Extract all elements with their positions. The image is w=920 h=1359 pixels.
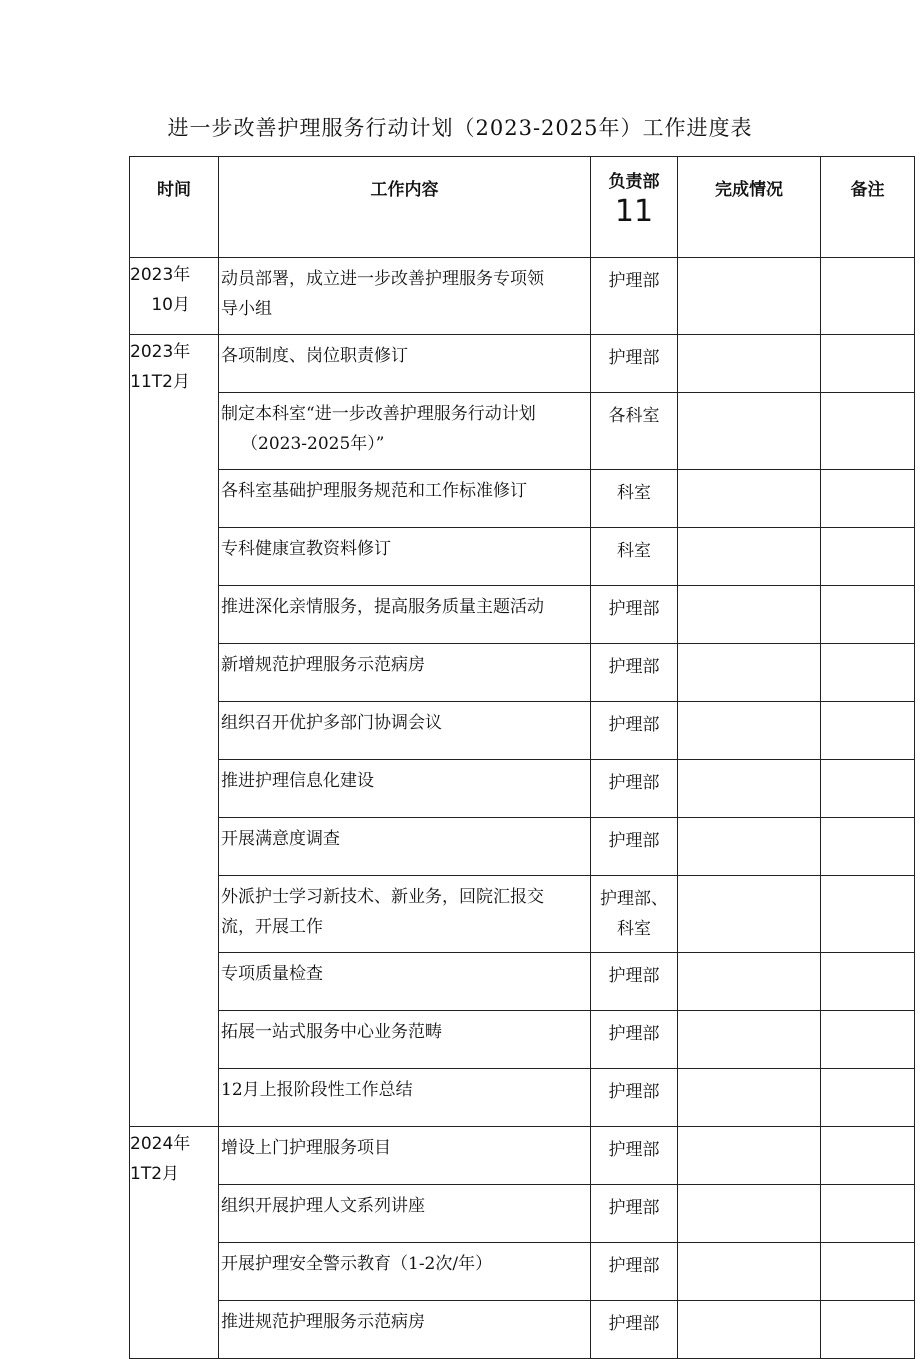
remark-cell xyxy=(821,393,915,470)
table-row xyxy=(130,644,915,702)
table-row xyxy=(130,1243,915,1301)
dept-cell xyxy=(591,1069,678,1127)
status-cell xyxy=(678,1243,821,1301)
remark-cell xyxy=(821,1243,915,1301)
dept-line1: 各科室 xyxy=(608,406,660,426)
dept-cell xyxy=(591,953,678,1011)
remark-cell xyxy=(821,1185,915,1243)
dept-cell xyxy=(591,1011,678,1069)
remark-cell xyxy=(821,1301,915,1359)
time-cell xyxy=(130,1127,219,1359)
content-line1: 专项质量检查 xyxy=(221,964,323,984)
status-cell xyxy=(678,644,821,702)
time-line1: 2023年 xyxy=(130,342,191,362)
dept-cell xyxy=(591,528,678,586)
table-row xyxy=(130,1069,915,1127)
table-row xyxy=(130,818,915,876)
table-row xyxy=(130,470,915,528)
remark-cell xyxy=(821,876,915,953)
status-cell xyxy=(678,876,821,953)
dept-line1: 护理部 xyxy=(608,1024,660,1044)
dept-cell xyxy=(591,876,678,953)
content-cell xyxy=(219,644,591,702)
time-line1: 2024年 xyxy=(130,1134,191,1154)
status-cell xyxy=(678,470,821,528)
status-cell xyxy=(678,1011,821,1069)
remark-cell xyxy=(821,528,915,586)
dept-cell xyxy=(591,470,678,528)
content-cell xyxy=(219,702,591,760)
table-row xyxy=(130,1127,915,1185)
dept-cell xyxy=(591,760,678,818)
content-line1: 外派护士学习新技术、新业务，回院汇报交 xyxy=(221,887,544,907)
table-row xyxy=(130,760,915,818)
content-cell xyxy=(219,335,591,393)
content-line1: 推进深化亲情服务，提高服务质量主题活动 xyxy=(221,597,544,617)
remark-cell xyxy=(821,1127,915,1185)
dept-line1: 科室 xyxy=(617,541,651,561)
dept-cell xyxy=(591,1185,678,1243)
table-row xyxy=(130,953,915,1011)
remark-cell xyxy=(821,586,915,644)
header-dept-line1: 负责部 xyxy=(608,172,660,192)
status-cell xyxy=(678,1127,821,1185)
content-cell xyxy=(219,760,591,818)
table-row xyxy=(130,393,915,470)
dept-cell xyxy=(591,335,678,393)
time-cell xyxy=(130,258,219,335)
content-cell xyxy=(219,1069,591,1127)
content-cell xyxy=(219,393,591,470)
dept-line1: 护理部 xyxy=(608,1082,660,1102)
content-cell xyxy=(219,470,591,528)
status-cell xyxy=(678,702,821,760)
dept-cell xyxy=(591,586,678,644)
content-line2: 流，开展工作 xyxy=(221,917,323,937)
content-line1: 专科健康宣教资料修订 xyxy=(221,539,391,559)
content-line1: 动员部署，成立进一步改善护理服务专项领 xyxy=(221,269,544,289)
table-row xyxy=(130,586,915,644)
dept-line1: 护理部 xyxy=(608,271,660,291)
remark-cell xyxy=(821,818,915,876)
time-line2: 10月 xyxy=(151,295,190,315)
content-cell xyxy=(219,586,591,644)
table-row xyxy=(130,1301,915,1359)
remark-cell xyxy=(821,335,915,393)
content-line1: 增设上门护理服务项目 xyxy=(221,1138,391,1158)
table-row xyxy=(130,335,915,393)
header-remark: 备注 xyxy=(821,157,915,258)
dept-line1: 护理部 xyxy=(608,715,660,735)
table-row xyxy=(130,876,915,953)
remark-cell xyxy=(821,644,915,702)
document-title: 进一步改善护理服务行动计划（2023-2025年）工作进度表 xyxy=(167,116,753,140)
progress-table xyxy=(129,156,915,1359)
dept-cell xyxy=(591,258,678,335)
dept-line1: 护理部 xyxy=(608,1140,660,1160)
header-status: 完成情况 xyxy=(678,157,821,258)
status-cell xyxy=(678,1185,821,1243)
content-line1: 新增规范护理服务示范病房 xyxy=(221,655,425,675)
dept-cell xyxy=(591,644,678,702)
dept-line1: 护理部 xyxy=(608,1256,660,1276)
content-line1: 各项制度、岗位职责修订 xyxy=(221,346,408,366)
dept-cell xyxy=(591,818,678,876)
remark-cell xyxy=(821,702,915,760)
dept-line1: 护理部 xyxy=(608,599,660,619)
dept-cell xyxy=(591,702,678,760)
content-line1: 各科室基础护理服务规范和工作标准修订 xyxy=(221,481,527,501)
status-cell xyxy=(678,528,821,586)
time-line1: 2023年 xyxy=(130,265,191,285)
status-cell xyxy=(678,1069,821,1127)
status-cell xyxy=(678,335,821,393)
header-dept xyxy=(591,157,678,258)
content-cell xyxy=(219,1011,591,1069)
dept-line1: 护理部、 xyxy=(600,889,668,909)
table-row xyxy=(130,258,915,335)
content-cell xyxy=(219,258,591,335)
status-cell xyxy=(678,258,821,335)
remark-cell xyxy=(821,953,915,1011)
table-row xyxy=(130,1011,915,1069)
content-line1: 制定本科室“进一步改善护理服务行动计划 xyxy=(221,404,536,424)
content-line1: 开展护理安全警示教育（1-2次/年） xyxy=(221,1254,493,1274)
remark-cell xyxy=(821,1011,915,1069)
status-cell xyxy=(678,953,821,1011)
dept-line1: 护理部 xyxy=(608,348,660,368)
content-line1: 推进规范护理服务示范病房 xyxy=(221,1312,425,1332)
content-cell xyxy=(219,1127,591,1185)
dept-cell xyxy=(591,393,678,470)
dept-line1: 护理部 xyxy=(608,1314,660,1334)
header-content: 工作内容 xyxy=(219,157,591,258)
status-cell xyxy=(678,586,821,644)
remark-cell xyxy=(821,760,915,818)
time-cell xyxy=(130,335,219,1127)
status-cell xyxy=(678,393,821,470)
status-cell xyxy=(678,1301,821,1359)
table-row xyxy=(130,702,915,760)
dept-line1: 护理部 xyxy=(608,657,660,677)
content-line1: 拓展一站式服务中心业务范畴 xyxy=(221,1022,442,1042)
status-cell xyxy=(678,760,821,818)
time-line2: 1T2月 xyxy=(130,1164,180,1184)
table-row xyxy=(130,1185,915,1243)
remark-cell xyxy=(821,470,915,528)
content-line1: 12月上报阶段性工作总结 xyxy=(221,1080,413,1100)
time-line2: 11T2月 xyxy=(130,372,190,392)
table-row xyxy=(130,528,915,586)
header-dept-line2: 11 xyxy=(614,194,654,229)
dept-cell xyxy=(591,1243,678,1301)
content-cell xyxy=(219,1185,591,1243)
content-cell xyxy=(219,953,591,1011)
dept-line1: 科室 xyxy=(617,483,651,503)
content-cell xyxy=(219,1243,591,1301)
content-line1: 推进护理信息化建设 xyxy=(221,771,374,791)
header-time: 时间 xyxy=(130,157,219,258)
table-header-row xyxy=(130,157,915,258)
dept-cell xyxy=(591,1127,678,1185)
content-line1: 组织开展护理人文系列讲座 xyxy=(221,1196,425,1216)
status-cell xyxy=(678,818,821,876)
dept-line1: 护理部 xyxy=(608,831,660,851)
dept-cell xyxy=(591,1301,678,1359)
remark-cell xyxy=(821,1069,915,1127)
dept-line1: 护理部 xyxy=(608,1198,660,1218)
dept-line1: 护理部 xyxy=(608,773,660,793)
content-cell xyxy=(219,528,591,586)
content-line1: 开展满意度调查 xyxy=(221,829,340,849)
content-cell xyxy=(219,876,591,953)
content-cell xyxy=(219,1301,591,1359)
content-cell xyxy=(219,818,591,876)
content-line1: 组织召开优护多部门协调会议 xyxy=(221,713,442,733)
remark-cell xyxy=(821,258,915,335)
dept-line2: 科室 xyxy=(617,919,651,939)
dept-line1: 护理部 xyxy=(608,966,660,986)
content-line2: 导小组 xyxy=(221,299,272,319)
content-line2: （2023-2025年）” xyxy=(241,434,385,454)
